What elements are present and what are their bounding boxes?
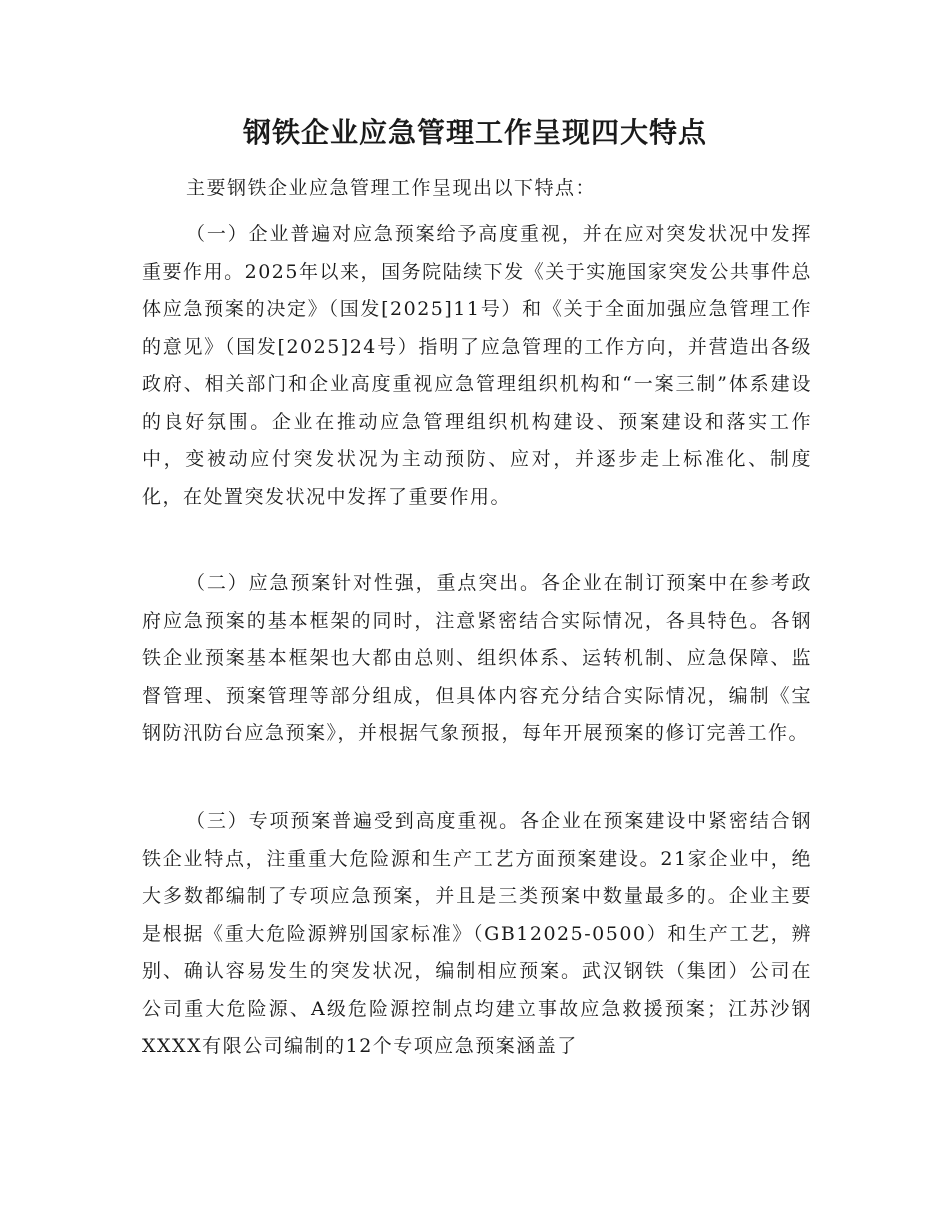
document-title: 钢铁企业应急管理工作呈现四大特点: [242, 116, 707, 149]
paragraph-3: （三）专项预案普遍受到高度重视。各企业在预案建设中紧密结合钢铁企业特点，注重重大危险源和生产工艺方面预案建设。21家企业中，绝大多数都编制了专项应急预案，并且是三类预案中数量最多的。企业主要是根据《重大危险源辨别国家标准》（GB12025-0500）和生产工艺，辨别、确认容易发生的突发状况，编制相应预案。武汉钢铁（集团）公司在公司重大危险源、A级危险源控制点均建立事故应急救援预案；江苏沙钢XXXX有限公司编制的12个专项应急预案涵盖了: [142, 810, 812, 1057]
intro-paragraph: 主要钢铁企业应急管理工作呈现出以下特点：: [186, 177, 597, 199]
paragraph-1: （一）企业普遍对应急预案给予高度重视，并在应对突发状况中发挥重要作用。2025年以来，国务院陆续下发《关于实施国家突发公共事件总体应急预案的决定》（国发[2025]11号）和《关于全面加强应急管理工作的意见》（国发[2025]24号）指明了应急管理的工作方向，并营造出各级政府、相关部门和企业高度重视应急管理组织机构和“一案三制”体系建设的良好氛围。企业在推动应急管理组织机构建设、预案建设和落实工作中，变被动应付突发状况为主动预防、应对，并逐步走上标准化、制度化，在处置突发状况中发挥了重要作用。: [142, 223, 812, 508]
paragraph-2: （二）应急预案针对性强，重点突出。各企业在制订预案中在参考政府应急预案的基本框架的同时，注意紧密结合实际情况，各具特色。各钢铁企业预案基本框架也大都由总则、组织体系、运转机制、应急保障、监督管理、预案管理等部分组成，但具体内容充分结合实际情况，编制《宝钢防汛防台应急预案》，并根据气象预报，每年开展预案的修订完善工作。: [142, 572, 812, 744]
